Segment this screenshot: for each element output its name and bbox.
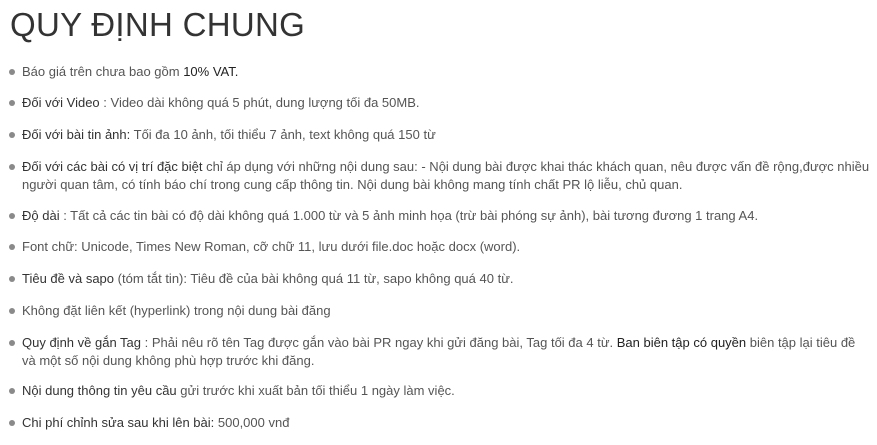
rule-text: Font chữ: Unicode, Times New Roman, cỡ chữ 11, lưu dưới file.doc hoặc docx (word). bbox=[22, 239, 521, 254]
page-title: QUY ĐỊNH CHUNG bbox=[10, 6, 306, 43]
rule-tail: biên tập lại tiêu đề và một số nội dung không phù hợp trước khi đăng. bbox=[22, 335, 856, 368]
bullet-icon bbox=[9, 388, 15, 394]
rule-item-font bbox=[22, 238, 872, 256]
rule-item-hyperlink bbox=[22, 302, 872, 320]
bullet-icon bbox=[9, 164, 15, 170]
rule-text: (tóm tắt tin): Tiêu đề của bài không quá 11 từ, sapo không quá 40 từ. bbox=[114, 271, 514, 286]
rule-emphasis: Ban biên tập có quyền bbox=[616, 335, 747, 350]
rule-lead: Đối với bài tin ảnh: bbox=[22, 127, 131, 142]
bullet-icon bbox=[9, 132, 15, 138]
rule-lead: Chi phí chỉnh sửa sau khi lên bài: bbox=[22, 415, 215, 430]
rule-text: : Phải nêu rõ tên Tag được gắn vào bài PR ngay khi gửi đăng bài, Tag tối đa 4 từ. bbox=[141, 335, 617, 350]
rule-text: chỉ áp dụng với những nội dung sau: - Nội dung bài được khai thác khách quan, nêu được vấn đề rộng,được nhiều người quan tâm, có tính báo chí trong cung cấp thông tin. Nội dung bài không mang tính chất PR lộ liễu, chủ quan. bbox=[22, 159, 870, 192]
rule-lead: Quy định về gắn Tag bbox=[22, 335, 142, 350]
bullet-icon bbox=[9, 340, 15, 346]
rule-item-length bbox=[22, 207, 872, 225]
rule-lead: Đối với Video bbox=[22, 95, 100, 110]
rule-lead: Đối với các bài có vị trí đặc biệt bbox=[22, 159, 203, 174]
rule-text: Báo giá trên chưa bao gồm bbox=[22, 64, 184, 79]
rule-lead: Tiêu đề và sapo bbox=[22, 271, 115, 286]
rule-item-tag bbox=[22, 334, 872, 370]
bullet-icon bbox=[9, 308, 15, 314]
rule-text: 500,000 vnđ bbox=[214, 415, 290, 430]
bullet-icon bbox=[9, 244, 15, 250]
rule-item-edit-fee bbox=[22, 414, 872, 432]
rule-item-special-position bbox=[22, 158, 872, 194]
rule-text: Không đặt liên kết (hyperlink) trong nội dung bài đăng bbox=[22, 303, 331, 318]
bullet-icon bbox=[9, 69, 15, 75]
rule-lead: Độ dài bbox=[22, 208, 60, 223]
rule-emphasis: 10% VAT. bbox=[183, 64, 239, 79]
bullet-icon bbox=[9, 276, 15, 282]
bullet-icon bbox=[9, 420, 15, 426]
rule-item-photo-article bbox=[22, 126, 872, 144]
rule-item-content-request bbox=[22, 382, 872, 400]
rule-item-vat bbox=[22, 63, 872, 81]
bullet-icon bbox=[9, 213, 15, 219]
rule-item-video bbox=[22, 94, 872, 112]
rule-text: : Tất cả các tin bài có độ dài không quá 1.000 từ và 5 ảnh minh họa (trừ bài phóng sự ảnh), bài tương đương 1 trang A4. bbox=[59, 208, 759, 223]
rule-text: Tối đa 10 ảnh, tối thiểu 7 ảnh, text không quá 150 từ bbox=[130, 127, 436, 142]
rule-text: gửi trước khi xuất bản tối thiểu 1 ngày làm việc. bbox=[176, 383, 455, 398]
bullet-icon bbox=[9, 100, 15, 106]
rule-item-title-sapo bbox=[22, 270, 872, 288]
rule-lead: Nội dung thông tin yêu cầu bbox=[22, 383, 177, 398]
rule-text: : Video dài không quá 5 phút, dung lượng tối đa 50MB. bbox=[99, 95, 420, 110]
